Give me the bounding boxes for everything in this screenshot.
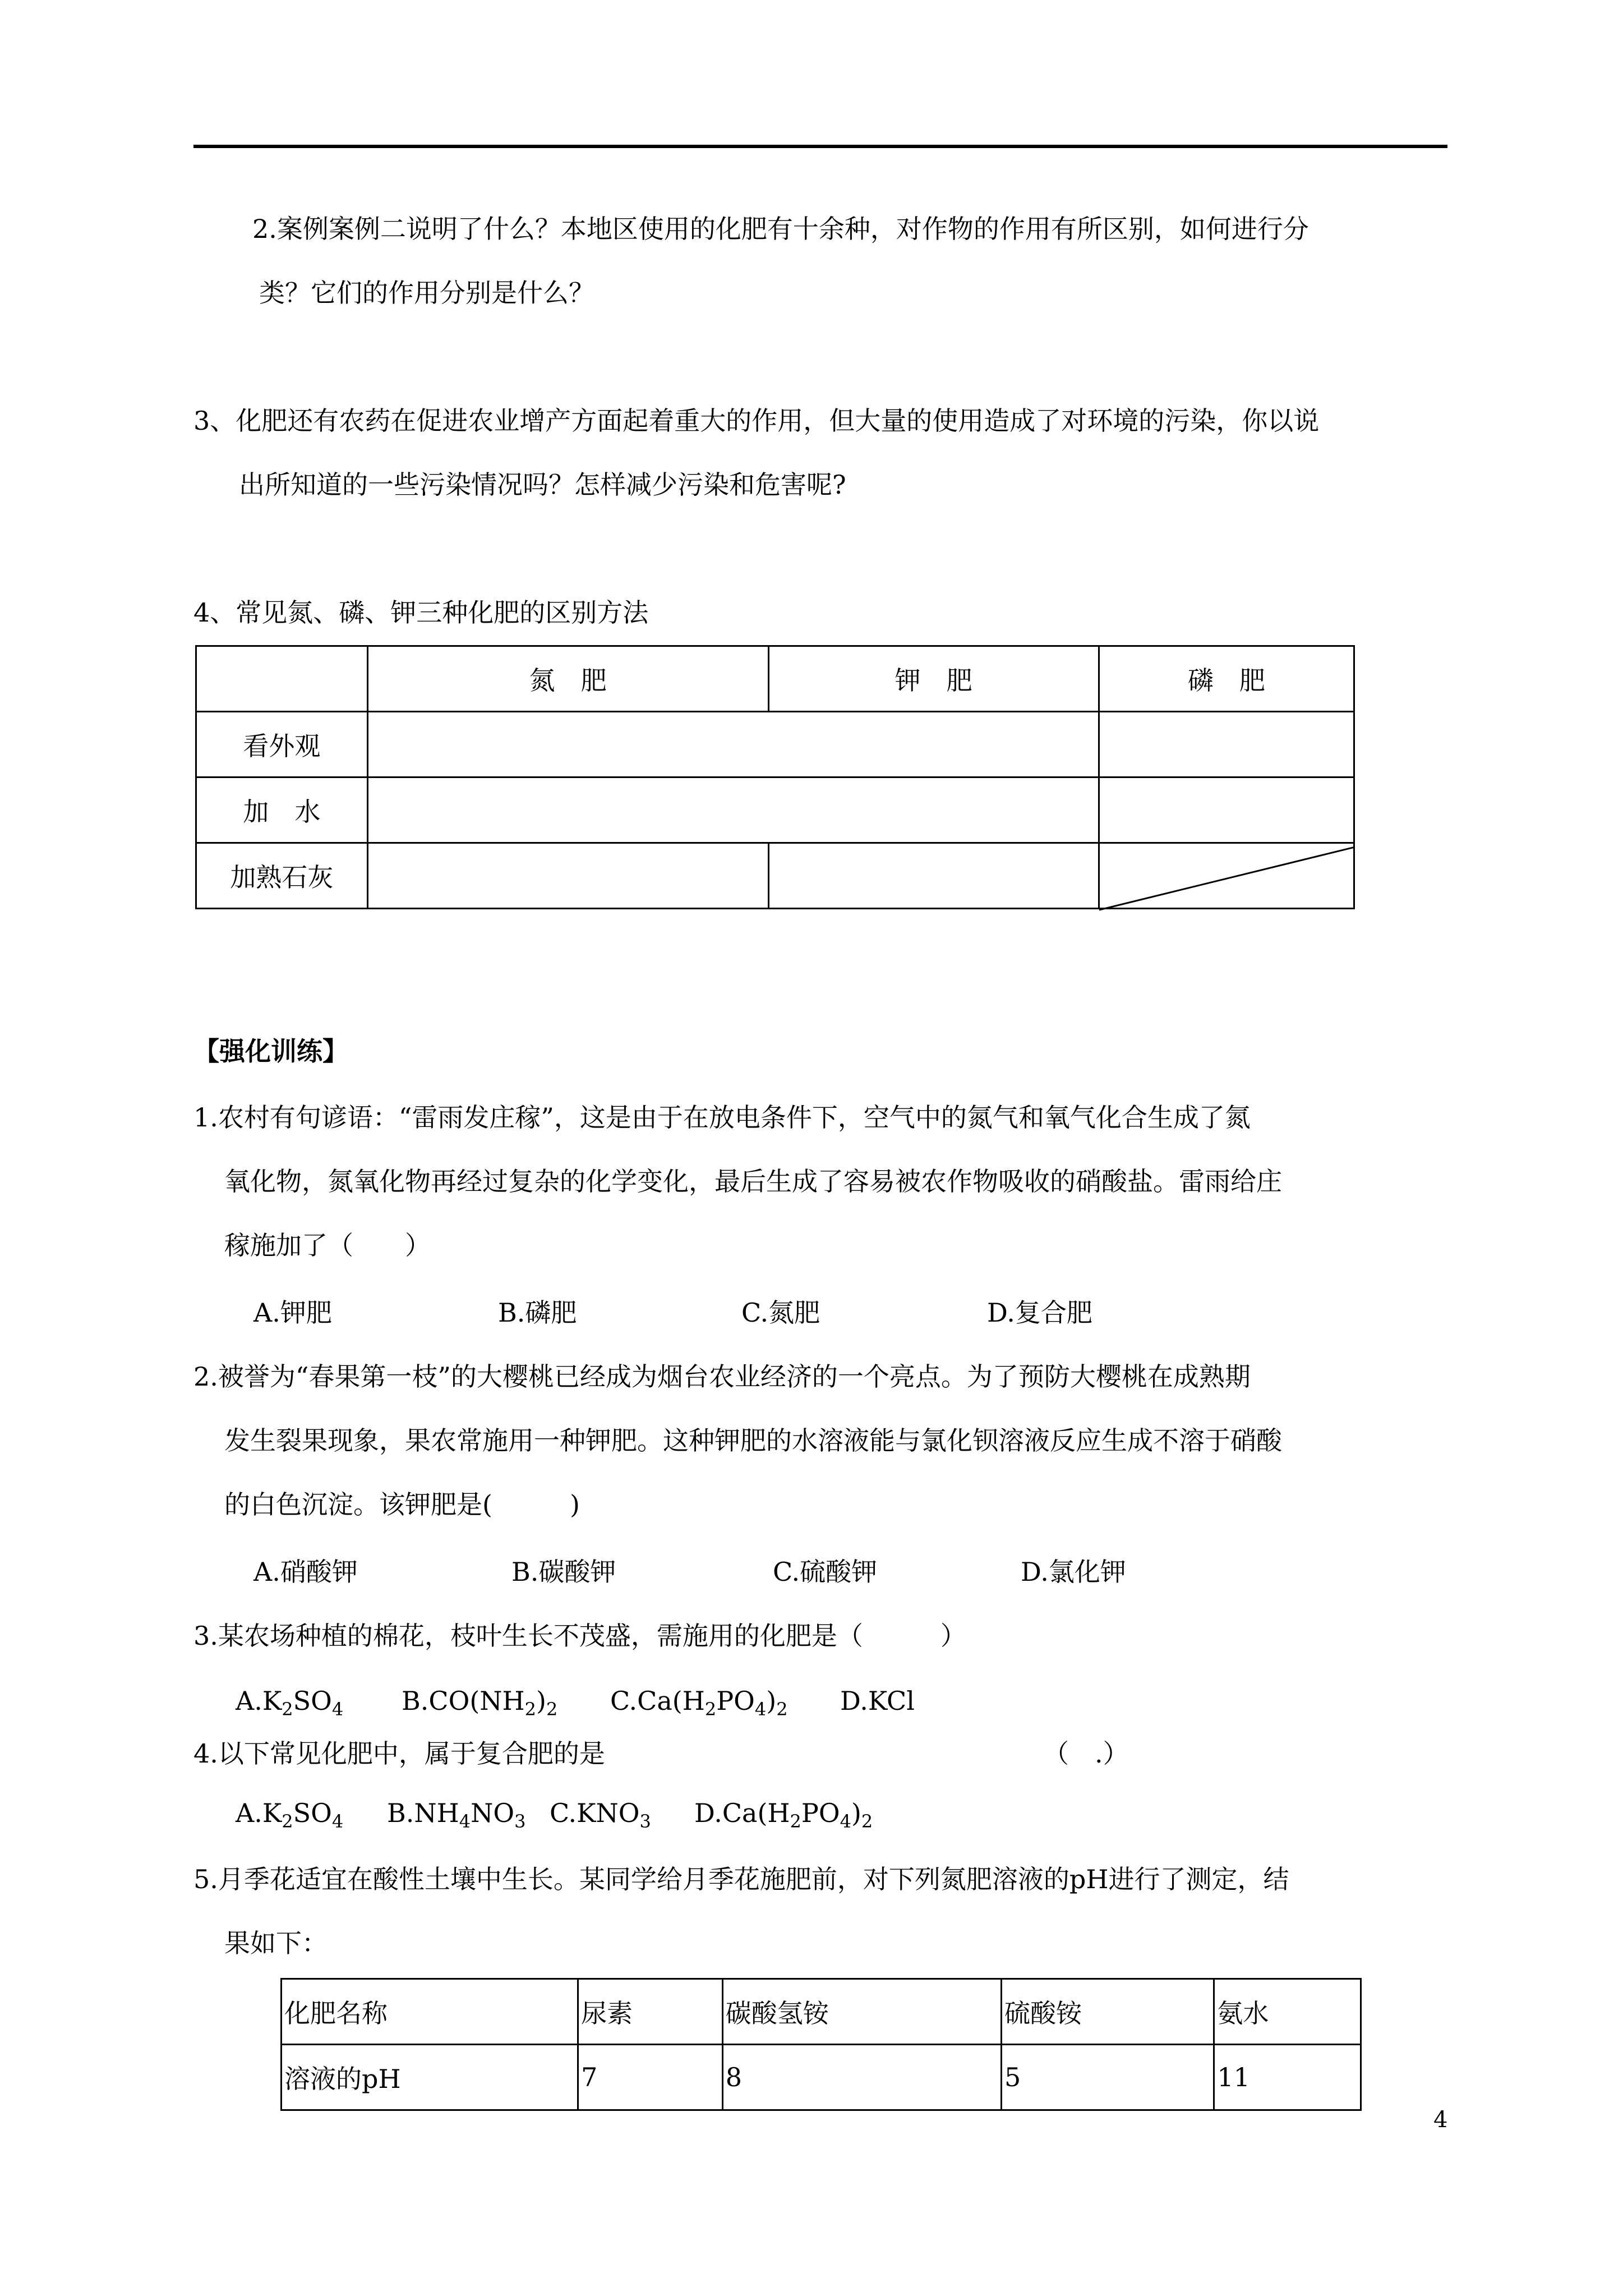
q3-line2: 出所知道的一些污染情况吗？怎样减少污染和危害呢? [239, 470, 846, 500]
section-title: 【强化训练】 [193, 1036, 348, 1066]
table-cell [367, 843, 768, 909]
ex2-option-b: B.碳酸钾 [511, 1557, 616, 1587]
ex3-option-b: $B.CO(NH_2)_2$ [402, 1686, 558, 1720]
table-header-cell: 磷 肥 [1099, 646, 1354, 712]
table-cell [768, 843, 1099, 909]
q2-line1: 2.案例案例二说明了什么？本地区使用的化肥有十余种，对作物的作用有所区别，如何进行分 [252, 214, 1309, 244]
ex3-option-d: D.KCl [840, 1686, 915, 1716]
ex2-option-d: D.氯化钾 [1021, 1557, 1126, 1587]
table-header-cell [196, 646, 368, 712]
table-row-label: 加 水 [196, 777, 368, 843]
table-header-cell: 氮 肥 [367, 646, 768, 712]
ex1-line3: 稼施加了（ ） [224, 1230, 431, 1260]
table-row [196, 712, 1354, 777]
table-cell: 7 [578, 2045, 723, 2110]
q4-title: 4、常见氮、磷、钾三种化肥的区别方法 [193, 597, 649, 628]
table-cell [1099, 712, 1354, 777]
ex4-option-b: $B.NH_4NO_3$ [387, 1798, 526, 1832]
ex2-line3: 的白色沉淀。该钾肥是( ) [224, 1489, 580, 1520]
table-row [282, 1979, 1361, 2045]
ex1-option-b: B.磷肥 [498, 1297, 577, 1328]
ex4-bracket: （ .） [1043, 1738, 1129, 1769]
q2-line2: 类？它们的作用分别是什么？ [259, 278, 594, 308]
ex1-option-c: C.氮肥 [741, 1297, 820, 1328]
table-row-label: 加熟石灰 [196, 843, 368, 909]
table-row [196, 777, 1354, 843]
ex3-line: 3.某农场种植的棉花，枝叶生长不茂盛，需施用的化肥是（ ） [193, 1621, 966, 1651]
ex3-option-c: $C.Ca(H_2PO_4)_2$ [610, 1686, 788, 1720]
diagonal-slash [1099, 846, 1355, 911]
ex5-line1: 5.月季花适宜在酸性土壤中生长。某同学给月季花施肥前，对下列氮肥溶液的pH进行了测定，结 [193, 1864, 1289, 1894]
ex4-option-c: $C.KNO_3$ [550, 1798, 651, 1832]
table-cell: 化肥名称 [282, 1979, 578, 2045]
ex4-option-d: $D.Ca(H_2PO_4)_2$ [694, 1798, 873, 1832]
table-cell: 8 [722, 2045, 1001, 2110]
q3-line1: 3、化肥还有农药在促进农业增产方面起着重大的作用，但大量的使用造成了对环境的污染，你以说 [193, 406, 1320, 436]
table-row [196, 646, 1354, 712]
ex4-line: 4.以下常见化肥中，属于复合肥的是 [193, 1738, 605, 1769]
ex1-option-d: D.复合肥 [987, 1297, 1092, 1328]
table-cell: 11 [1214, 2045, 1361, 2110]
table-cell: 尿素 [578, 1979, 723, 2045]
ex1-line1: 1.农村有句谚语：“雷雨发庄稼”，这是由于在放电条件下，空气中的氮气和氧气化合生成了氮 [193, 1102, 1251, 1133]
ex2-option-a: A.硝酸钾 [253, 1557, 358, 1587]
table-row-label: 看外观 [196, 712, 368, 777]
table-cell [1099, 777, 1354, 843]
ex2-option-c: C.硫酸钾 [773, 1557, 878, 1587]
table-header-cell: 钾 肥 [768, 646, 1099, 712]
page-number: 4 [1433, 2107, 1448, 2133]
table-cell: 硫酸铵 [1001, 1979, 1214, 2045]
table-cell: 5 [1001, 2045, 1214, 2110]
table-cell [367, 712, 1099, 777]
table-row [282, 2045, 1361, 2110]
ex2-line2: 发生裂果现象，果农常施用一种钾肥。这种钾肥的水溶液能与氯化钡溶液反应生成不溶于硝酸 [224, 1425, 1282, 1456]
ph-table [280, 1978, 1362, 2111]
table-cell: 溶液的pH [282, 2045, 578, 2110]
table-cell: 氨水 [1214, 1979, 1361, 2045]
ex2-line1: 2.被誉为“春果第一枝”的大樱桃已经成为烟台农业经济的一个亮点。为了预防大樱桃在成熟期 [193, 1361, 1251, 1392]
header-rule [193, 145, 1447, 148]
ex1-line2: 氧化物，氮氧化物再经过复杂的化学变化，最后生成了容易被农作物吸收的硝酸盐。雷雨给庄 [224, 1166, 1282, 1197]
ex5-line2: 果如下： [224, 1928, 328, 1958]
table-cell [367, 777, 1099, 843]
ex4-option-a: $A.K_2SO_4$ [236, 1798, 344, 1832]
table-cell: 碳酸氢铵 [722, 1979, 1001, 2045]
ex1-option-a: A.钾肥 [253, 1297, 332, 1328]
ex3-option-a: $A.K_2SO_4$ [236, 1686, 344, 1720]
